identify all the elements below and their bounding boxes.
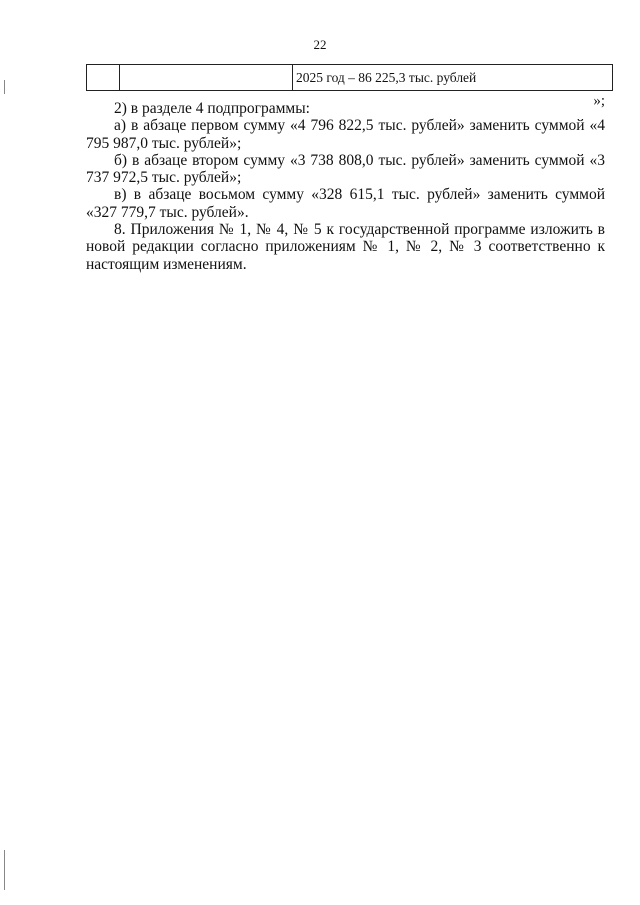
paragraph-section-4: 2) в разделе 4 подпрограммы: <box>114 100 310 117</box>
document-body <box>86 100 605 273</box>
paragraph-item-a: а) в абзаце первом сумму «4 796 822,5 тыс. рублей» заменить суммой «4 795 987,0 тыс. рублей»; <box>86 117 605 152</box>
paragraph-item-8: 8. Приложения № 1, № 4, № 5 к государственной программе изложить в новой редакции согласно приложениям № 1, № 2, № 3 соответственно к настоящим изменениям. <box>86 221 605 273</box>
funding-table <box>86 64 613 91</box>
closing-quote: »; <box>593 93 605 109</box>
table-cell-2 <box>120 65 293 91</box>
paragraph-item-b: б) в абзаце втором сумму «3 738 808,0 тыс. рублей» заменить суммой «3 737 972,5 тыс. рублей»; <box>86 151 605 187</box>
page-number: 22 <box>313 37 327 52</box>
scan-margin-mark <box>4 80 5 94</box>
table-cell-funding-2025: 2025 год – 86 225,3 тыс. рублей <box>293 65 613 91</box>
paragraph-item-v: в) в абзаце восьмом сумму «328 615,1 тыс. рублей» заменить суммой «327 779,7 тыс. рублей». <box>86 186 605 221</box>
table-row <box>87 65 613 91</box>
scan-margin-mark <box>4 850 5 890</box>
table-cell-1 <box>87 65 120 91</box>
